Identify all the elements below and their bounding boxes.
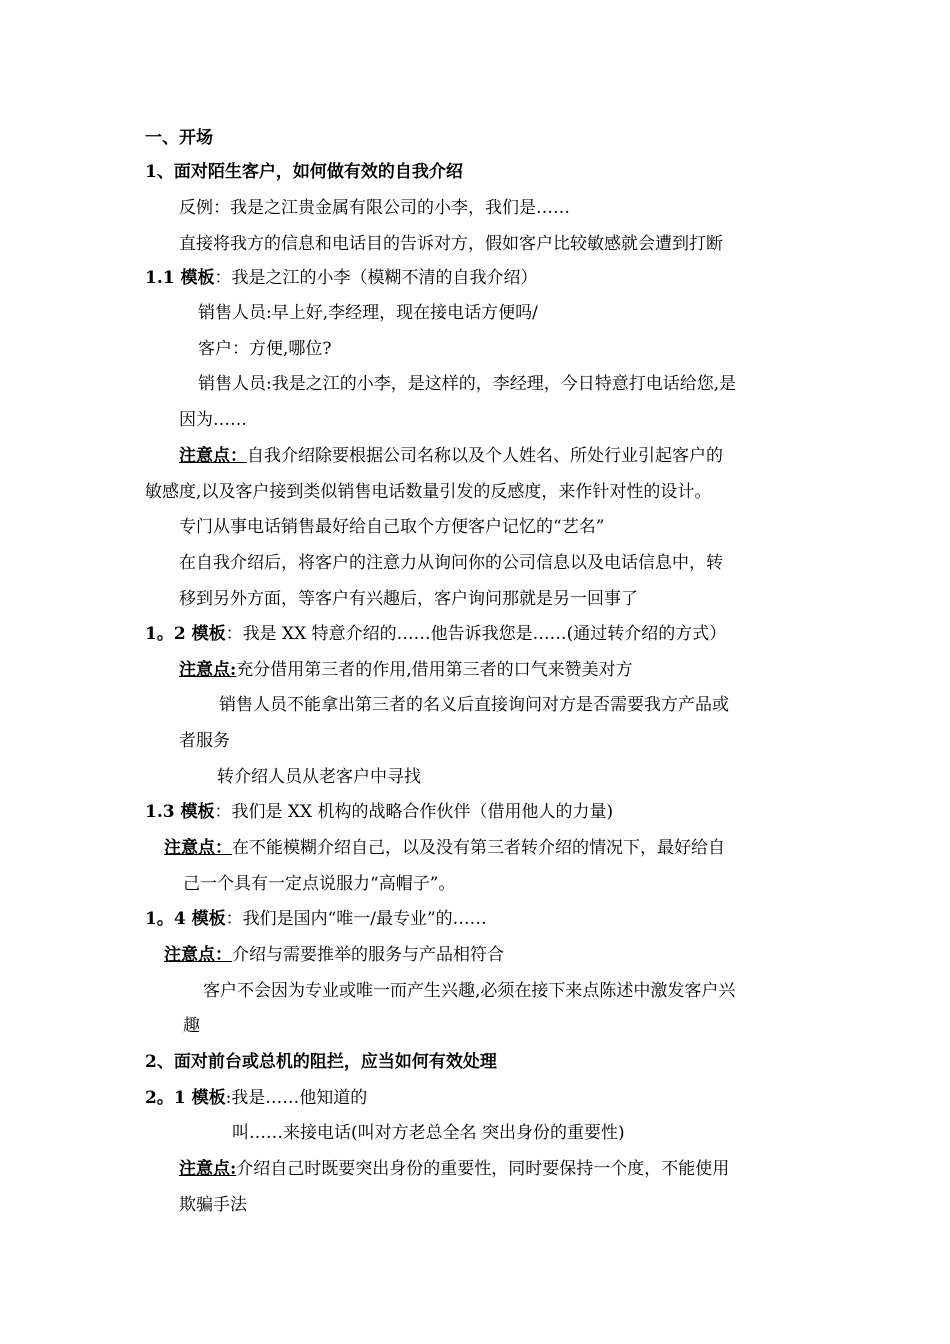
note-label: 注意点: (179, 660, 237, 680)
note-text: 客户不会因为专业或唯一而产生兴趣,必须在接下来点陈述中激发客户兴 (203, 981, 736, 1001)
template-line (145, 801, 613, 823)
note-text: 充分借用第三者的作用,借用第三者的口气来赞美对方 (236, 660, 633, 680)
note-line (179, 445, 723, 467)
note-label: 注意点： (164, 945, 232, 965)
note-label: 注意点： (164, 838, 232, 858)
note-text: 欺骗手法 (179, 1195, 247, 1215)
template-line (145, 267, 538, 289)
note-line (164, 944, 504, 966)
note-text: 者服务 (179, 731, 230, 751)
subsection-title: 2、面对前台或总机的阻拦，应当如何有效处理 (145, 1052, 497, 1072)
bad-example: 反例：我是之江贵金属有限公司的小李，我们是…… (179, 198, 570, 218)
dialogue-line: 因为…… (179, 410, 247, 430)
template-label: 1。4 模板 (145, 909, 226, 929)
note-text: 在自我介绍后，将客户的注意力从询问你的公司信息以及电话信息中，转 (179, 553, 723, 573)
dialogue-line: 销售人员:我是之江的小李，是这样的，李经理，今日特意打电话给您,是 (198, 374, 737, 394)
subsection-title: 1、面对陌生客户，如何做有效的自我介绍 (145, 162, 463, 182)
note-line (164, 837, 725, 859)
template-label: 1.1 模板 (145, 268, 215, 288)
note-text: 销售人员不能拿出第三者的名义后直接询问对方是否需要我方产品或 (219, 695, 729, 715)
note-line (179, 1158, 729, 1180)
template-label: 1。2 模板 (145, 624, 226, 644)
note-label: 注意点： (179, 446, 247, 466)
note-text: 介绍自己时既要突出身份的重要性，同时要保持一个度，不能使用 (236, 1159, 730, 1179)
section-heading: 一、开场 (145, 128, 213, 148)
note-text: 介绍与需要推举的服务与产品相符合 (232, 945, 504, 965)
dialogue-line: 销售人员:早上好,李经理，现在接电话方便吗/ (198, 303, 538, 323)
note-text: 专门从事电话销售最好给自己取个方便客户记忆的“艺名” (179, 517, 605, 537)
template-label: 2。1 模板 (145, 1088, 226, 1108)
template-text: ：我是 XX 特意介绍的……他告诉我您是……(通过转介绍的方式） (225, 624, 727, 644)
template-text: ：我们是 XX 机构的战略合作伙伴（借用他人的力量) (214, 802, 614, 822)
note-line (179, 659, 633, 681)
template-text: ：我们是国内“唯一/最专业”的…… (225, 909, 487, 929)
template-line (145, 908, 487, 930)
note-text: 己一个具有一定点说服力“高帽子”。 (183, 874, 456, 894)
note-text: 敏感度,以及客户接到类似销售电话数量引发的反感度，来作针对性的设计。 (145, 482, 712, 502)
bad-example-explanation: 直接将我方的信息和电话目的告诉对方，假如客户比较敏感就会遭到打断 (179, 234, 723, 254)
note-text: 转介绍人员从老客户中寻找 (217, 767, 421, 787)
template-text: :我是……他知道的 (225, 1088, 368, 1108)
template-text: ：我是之江的小李（模糊不清的自我介绍） (214, 268, 538, 288)
template-text: 叫……来接电话(叫对方老总全名 突出身份的重要性) (232, 1123, 625, 1143)
template-line (145, 1087, 367, 1109)
note-text: 移到另外方面，等客户有兴趣后，客户询问那就是另一回事了 (179, 589, 638, 609)
note-text: 趣 (183, 1016, 200, 1036)
template-line (145, 623, 726, 645)
note-text: 在不能模糊介绍自己，以及没有第三者转介绍的情况下，最好给自 (232, 838, 725, 858)
note-label: 注意点: (179, 1159, 237, 1179)
template-label: 1.3 模板 (145, 802, 215, 822)
dialogue-line: 客户：方便,哪位? (198, 339, 332, 359)
note-text: 自我介绍除要根据公司名称以及个人姓名、所处行业引起客户的 (247, 446, 723, 466)
